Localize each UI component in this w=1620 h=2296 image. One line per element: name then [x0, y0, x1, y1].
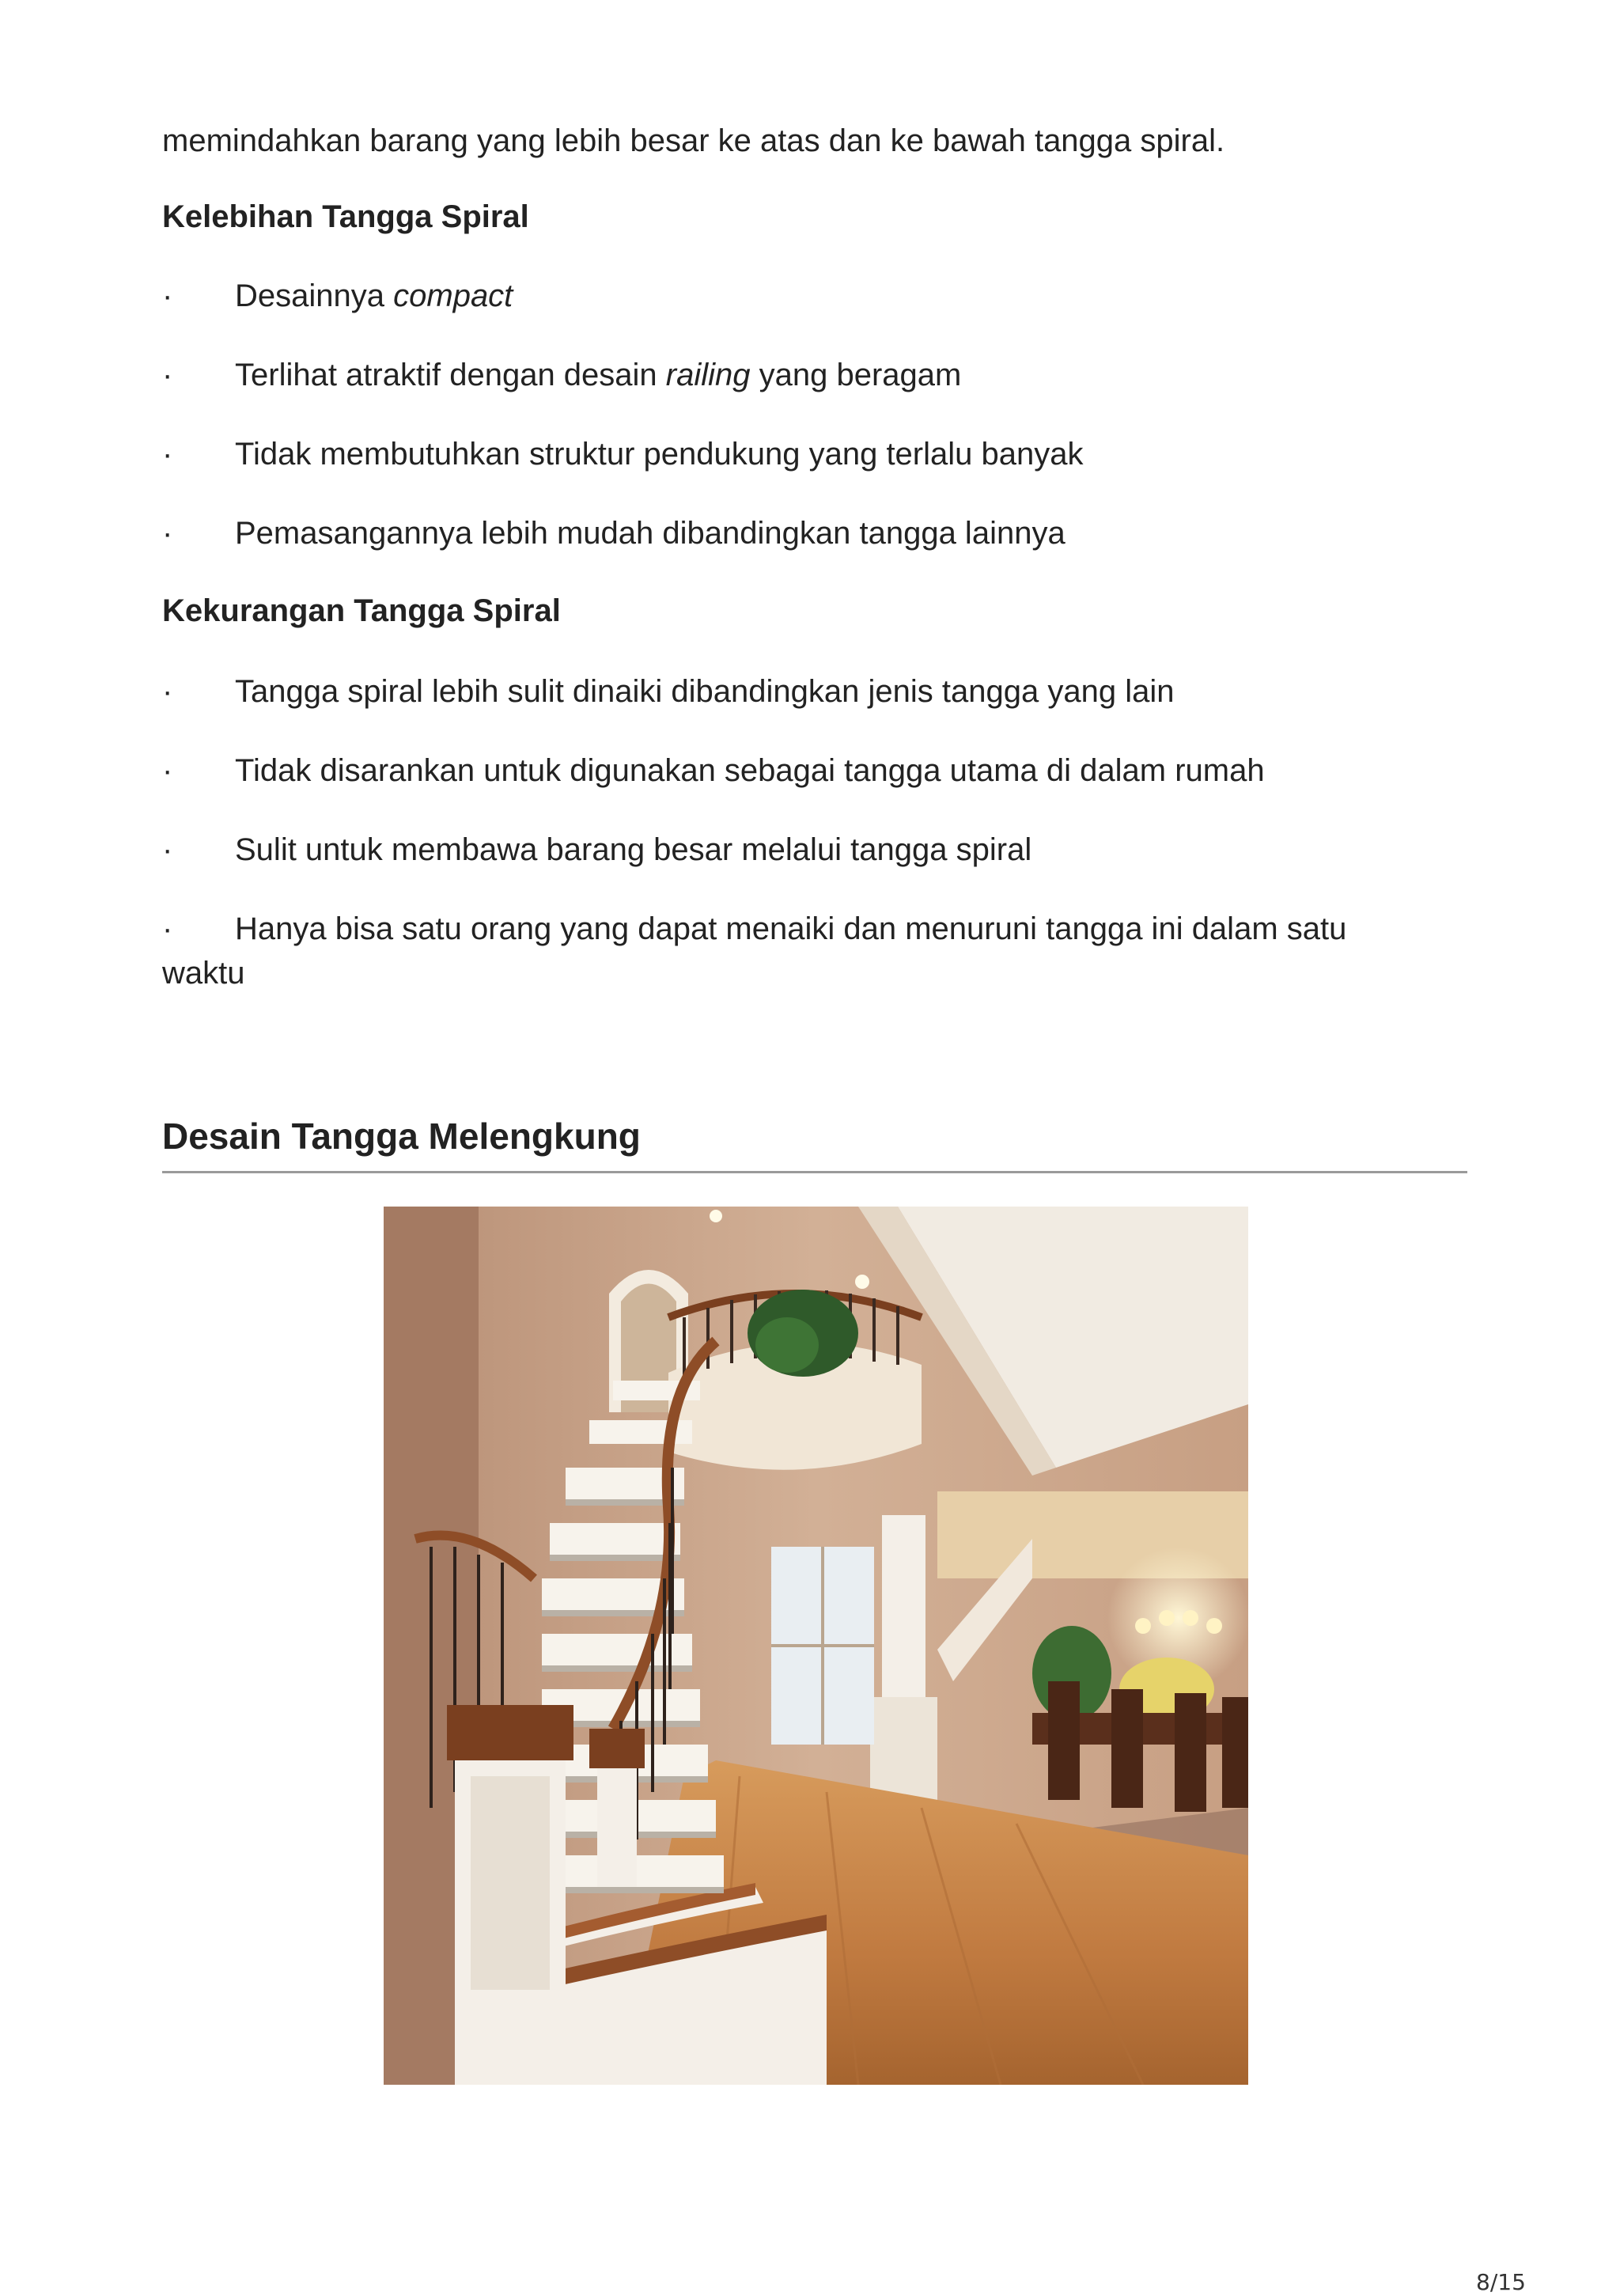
disadvantage-continuation: waktu	[162, 956, 245, 991]
disadvantages-heading: Kekurangan Tangga Spiral	[162, 593, 561, 628]
advantage-text: Terlihat atraktif dengan desain	[235, 358, 666, 392]
disadvantage-text: Sulit untuk membawa barang besar melalui tangga spiral	[235, 832, 1032, 867]
advantages-heading: Kelebihan Tangga Spiral	[162, 199, 529, 234]
advantage-text: Pemasangannya lebih mudah dibandingkan tangga lainnya	[235, 516, 1065, 551]
bullet-dot: ·	[162, 437, 173, 472]
section-heading: Desain Tangga Melengkung	[162, 1116, 641, 1157]
bullet-dot: ·	[162, 911, 173, 946]
disadvantage-text: Hanya bisa satu orang yang dapat menaiki dan menuruni tangga ini dalam satu	[235, 911, 1347, 946]
bullet-dot: ·	[162, 674, 173, 709]
bullet-dot: ·	[162, 832, 173, 867]
page-number: 8/15	[1476, 2269, 1526, 2295]
advantage-emphasis: railing	[665, 358, 751, 392]
bullet-dot: ·	[162, 278, 173, 313]
advantage-emphasis: compact	[393, 278, 513, 313]
bullet-dot: ·	[162, 516, 173, 551]
disadvantage-text: Tangga spiral lebih sulit dinaiki dibandingkan jenis tangga yang lain	[235, 674, 1175, 709]
advantage-text: Tidak membutuhkan struktur pendukung yang terlalu banyak	[235, 437, 1084, 472]
bullet-dot: ·	[162, 358, 173, 392]
disadvantage-text: Tidak disarankan untuk digunakan sebagai tangga utama di dalam rumah	[235, 753, 1265, 788]
document-page: memindahkan barang yang lebih besar ke atas dan ke bawah tangga spiral. Kelebihan Tangga Spiral · Desainnya compact · Terlihat atraktif dengan desain railing yang beragam · Tidak membutuhkan struktur pendukung yang terlalu banyak · Pemasangannya lebih mudah dibandingkan tangga lainnya Kekurangan Tangga Spiral · Tangga spiral lebih sulit dinaiki dibandingkan jenis tangga yang lain · Tidak disarankan untuk digunakan sebagai tangga utama di dalam rumah · Sulit untuk membawa barang besar melalui tangga spiral · Hanya bisa satu orang yang dapat menaiki dan menuruni tangga ini dalam satu waktu Desain Tangga Melengkung 8/15	[0, 0, 1620, 2293]
bullet-dot: ·	[162, 753, 173, 788]
curved-staircase-photo	[384, 1207, 1248, 2085]
heading-divider	[162, 1171, 1467, 1173]
advantage-text: Desainnya	[235, 278, 394, 313]
intro-line: memindahkan barang yang lebih besar ke atas dan ke bawah tangga spiral.	[162, 123, 1225, 158]
